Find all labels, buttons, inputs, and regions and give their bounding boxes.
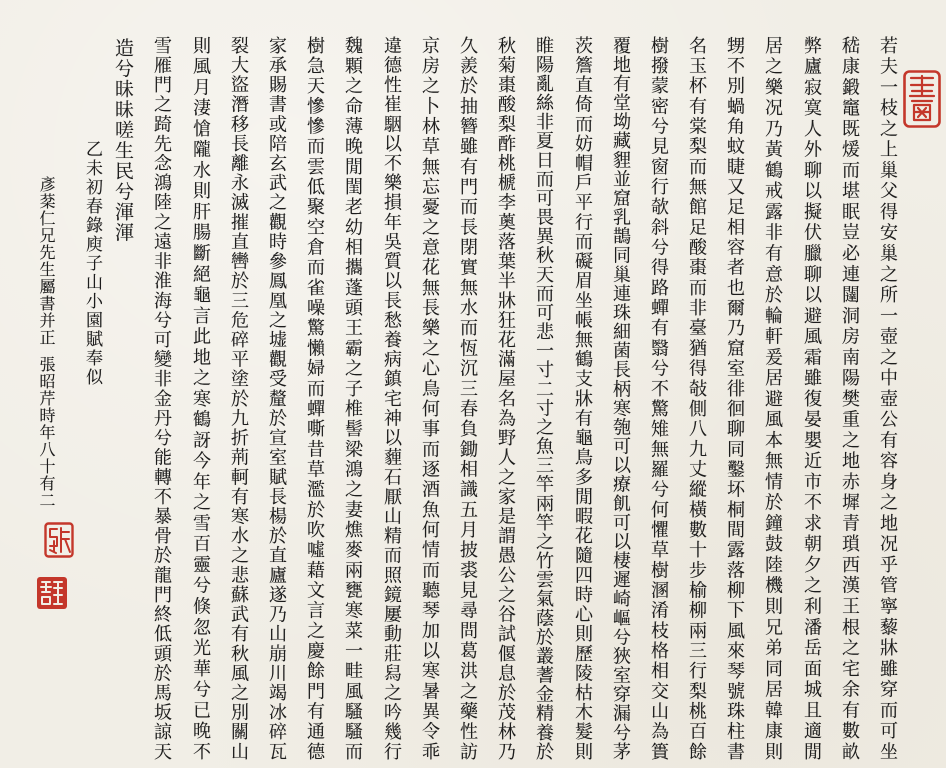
text-column-8: 覆地有堂坳藏貍並窟乳鵲同巢連珠細菌長柄寒匏可以療飢可以棲遲崎嶇兮狹室穿漏兮茅: [610, 36, 631, 760]
text-column-21: 造兮昧昧嗟生民兮渾渾: [112, 38, 134, 243]
studio-seal-icon: [36, 576, 68, 610]
text-column-7: 樹撥蒙密兮見窗行欹斜兮得路蟬有翳兮不驚雉無羅兮何懼草樹溷淆枝格相交山為簣: [648, 36, 669, 760]
text-column-10: 睢陽亂絲非夏日而可畏異秋天而可悲一寸二寸之魚三竿兩竿之竹雲氣蔭於叢蓍金精養於: [533, 36, 554, 760]
text-column-11: 秋菊棗酸梨酢桃榹李薁落葉半牀狂花滿屋名為野人之家是謂愚公之谷試偃息於茂林乃: [495, 36, 516, 760]
text-column-19: 則風月淒愴隴水則肝腸斷絕龜言此地之寒鶴訝今年之雪百靈兮倏忽光華兮已晚不: [190, 36, 211, 760]
text-column-16: 樹急天慘慘而雲低聚空倉而雀噪驚懶婦而蟬嘶昔草濫於吹噓藉文言之慶餘門有通德: [304, 36, 325, 760]
text-column-13: 京房之卜林草無忘憂之意花無長樂之心鳥何事而逐酒魚何情而聽琴加以寒暑異令乖: [419, 36, 440, 760]
inscription-signature: 張昭芹時年八十有二: [37, 356, 56, 509]
text-column-20: 雪雁門之踦先念鴻陸之遠非淮海兮可變非金丹兮能轉不暴骨於龍門終低頭於馬坂諒天: [151, 36, 172, 760]
text-column-4: 居之樂况乃黃鶴戒露非有意於輪軒爰居避風本無情於鐘鼓陸機則兄弟同居韓康則: [762, 36, 783, 760]
text-column-15: 魏顆之命薄晚閒閨老幼相攜蓬頭王霸之子椎髻梁鴻之妻燋麥兩甕寒菜一畦風騷騷而: [342, 36, 363, 760]
text-column-1: 若夫一枝之上巢父得安巢之所一壺之中壺公有容身之地况乎管寧藜牀雖穿而可坐: [877, 36, 898, 760]
text-column-5: 甥不別蝸角蚊睫又足相容者也爾乃窟室徘徊聊同鑿坏桐間露落柳下風來琴號珠柱書: [724, 36, 745, 760]
leisure-seal-icon: [903, 70, 941, 128]
text-column-14: 違德性崔駰以不樂損年吳質以長愁養病鎮宅神以薶石厭山精而照鏡屢動莊舄之吟幾行: [381, 36, 402, 760]
text-column-18: 裂大盜潛移長離永滅摧直轡於三危碎平塗於九折荊軻有寒水之悲蘇武有秋風之別關山: [228, 36, 249, 760]
text-column-9: 茨簷直倚而妨帽戶平行而礙眉坐帳無鶴支牀有龜鳥多閒暇花隨四時心則歷陵枯木髮則: [572, 36, 593, 760]
text-column-6: 名玉杯有棠梨而無館足酸棗而非臺猶得敧側八九丈縱橫數十步榆柳兩三行梨桃百餘: [686, 36, 707, 760]
inscription-dedication: 彥棻仁兄先生屬書并正: [37, 176, 56, 346]
text-column-3: 弊廬寂寞人外聊以擬伏臘聊以避風霜雖復晏嬰近市不求朝夕之利潘岳面城且適閒: [801, 36, 822, 760]
text-column-12: 久羨於抽簪雖有門而長閉實無水而恆沉三春負鋤相識五月披裘見尋問葛洪之藥性訪: [457, 36, 478, 760]
text-column-17: 家承賜書或陪玄武之觀時參鳳凰之墟觀受釐於宣室賦長楊於直廬遂乃山崩川竭冰碎瓦: [266, 36, 287, 760]
text-column-2: 嵇康鍛竈既煖而堪眠豈必連闥洞房南陽樊重之地赤墀青瑣西漢王根之宅余有數畝: [839, 36, 860, 760]
inscription-date-line: 乙未初春錄庾子山小園賦奉似: [82, 140, 102, 387]
name-seal-icon: [44, 522, 74, 558]
